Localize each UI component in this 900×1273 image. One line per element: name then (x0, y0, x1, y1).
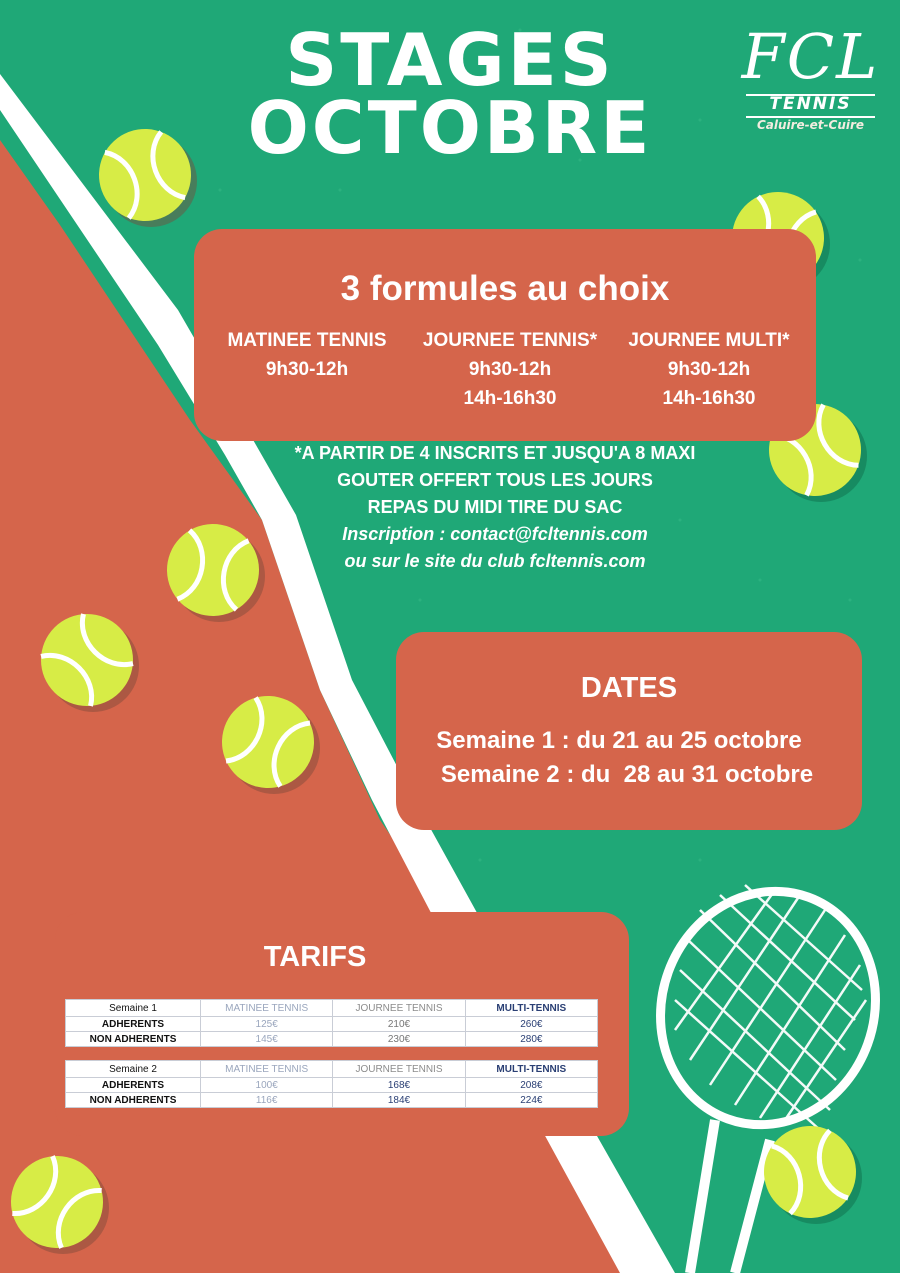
table-cell: 168€ (333, 1078, 465, 1093)
info-line-participants: *A PARTIR DE 4 INSCRITS ET JUSQU'A 8 MAXI (294, 443, 696, 463)
table-cell: Semaine 1 (66, 1000, 201, 1017)
table-cell: JOURNEE TENNIS (333, 1061, 465, 1078)
table-cell: 145€ (201, 1032, 333, 1047)
formule-time: 9h30-12h (265, 359, 349, 380)
logo-letters: FCL (741, 20, 880, 93)
formule-time: 14h-16h30 (662, 388, 756, 409)
table-cell: 125€ (201, 1017, 333, 1032)
formule-time: 9h30-12h (468, 359, 552, 380)
formules-panel (194, 229, 816, 441)
tarifs-heading: TARIFS (263, 941, 367, 973)
formule-name: MATINEE TENNIS (227, 330, 387, 351)
table-cell: ADHERENTS (66, 1017, 201, 1032)
table-cell: 280€ (465, 1032, 597, 1047)
table-cell: JOURNEE TENNIS (333, 1000, 465, 1017)
formule-name: JOURNEE TENNIS* (422, 330, 598, 351)
formule-column (202, 326, 412, 384)
dates-heading: DATES (580, 672, 678, 704)
table-cell: MULTI-TENNIS (465, 1000, 597, 1017)
table-cell: 224€ (465, 1093, 597, 1108)
table-cell: 210€ (333, 1017, 465, 1032)
formule-column (405, 326, 615, 413)
info-line-gouter: GOUTER OFFERT TOUS LES JOURS (337, 470, 653, 490)
table-cell: MATINEE TENNIS (201, 1000, 333, 1017)
table-cell: NON ADHERENTS (66, 1032, 201, 1047)
page-title-line-1: STAGES (285, 18, 615, 102)
formule-name: JOURNEE MULTI* (628, 330, 790, 351)
table-cell: 184€ (333, 1093, 465, 1108)
table-row (66, 1093, 598, 1108)
logo-word: TENNIS (769, 94, 852, 114)
club-logo (738, 20, 883, 140)
table-cell: 260€ (465, 1017, 597, 1032)
formules-heading: 3 formules au choix (340, 269, 670, 308)
table-cell: Semaine 2 (66, 1061, 201, 1078)
date-week-2: Semaine 2 : du 28 au 31 octobre (440, 761, 814, 788)
table-cell: 116€ (201, 1093, 333, 1108)
table-cell: MULTI-TENNIS (465, 1061, 597, 1078)
table-cell: 208€ (465, 1078, 597, 1093)
formule-time: 9h30-12h (667, 359, 751, 380)
info-line-repas: REPAS DU MIDI TIRE DU SAC (367, 497, 623, 517)
dates-panel (396, 632, 862, 830)
date-week-1: Semaine 1 : du 21 au 25 octobre (436, 727, 802, 754)
info-line-inscription: Inscription : contact@fcltennis.com (342, 524, 648, 544)
table-cell: 100€ (201, 1078, 333, 1093)
table-header-row (66, 1061, 598, 1078)
table-cell: ADHERENTS (66, 1078, 201, 1093)
formule-column (604, 326, 814, 413)
page-title-line-2: OCTOBRE (247, 86, 653, 170)
price-table-week-1 (65, 999, 598, 1047)
table-row (66, 1078, 598, 1093)
tennis-ball-icon (754, 1116, 867, 1229)
logo-city: Caluire-et-Cuire (756, 118, 865, 132)
tennis-racket-icon (628, 861, 900, 1273)
table-cell: MATINEE TENNIS (201, 1061, 333, 1078)
table-cell: NON ADHERENTS (66, 1093, 201, 1108)
formule-time: 14h-16h30 (463, 388, 557, 409)
table-row (66, 1032, 598, 1047)
table-cell: 230€ (333, 1032, 465, 1047)
table-row (66, 1017, 598, 1032)
price-table-week-2 (65, 1060, 598, 1108)
table-header-row (66, 1000, 598, 1017)
info-line-site: ou sur le site du club fcltennis.com (344, 551, 646, 571)
